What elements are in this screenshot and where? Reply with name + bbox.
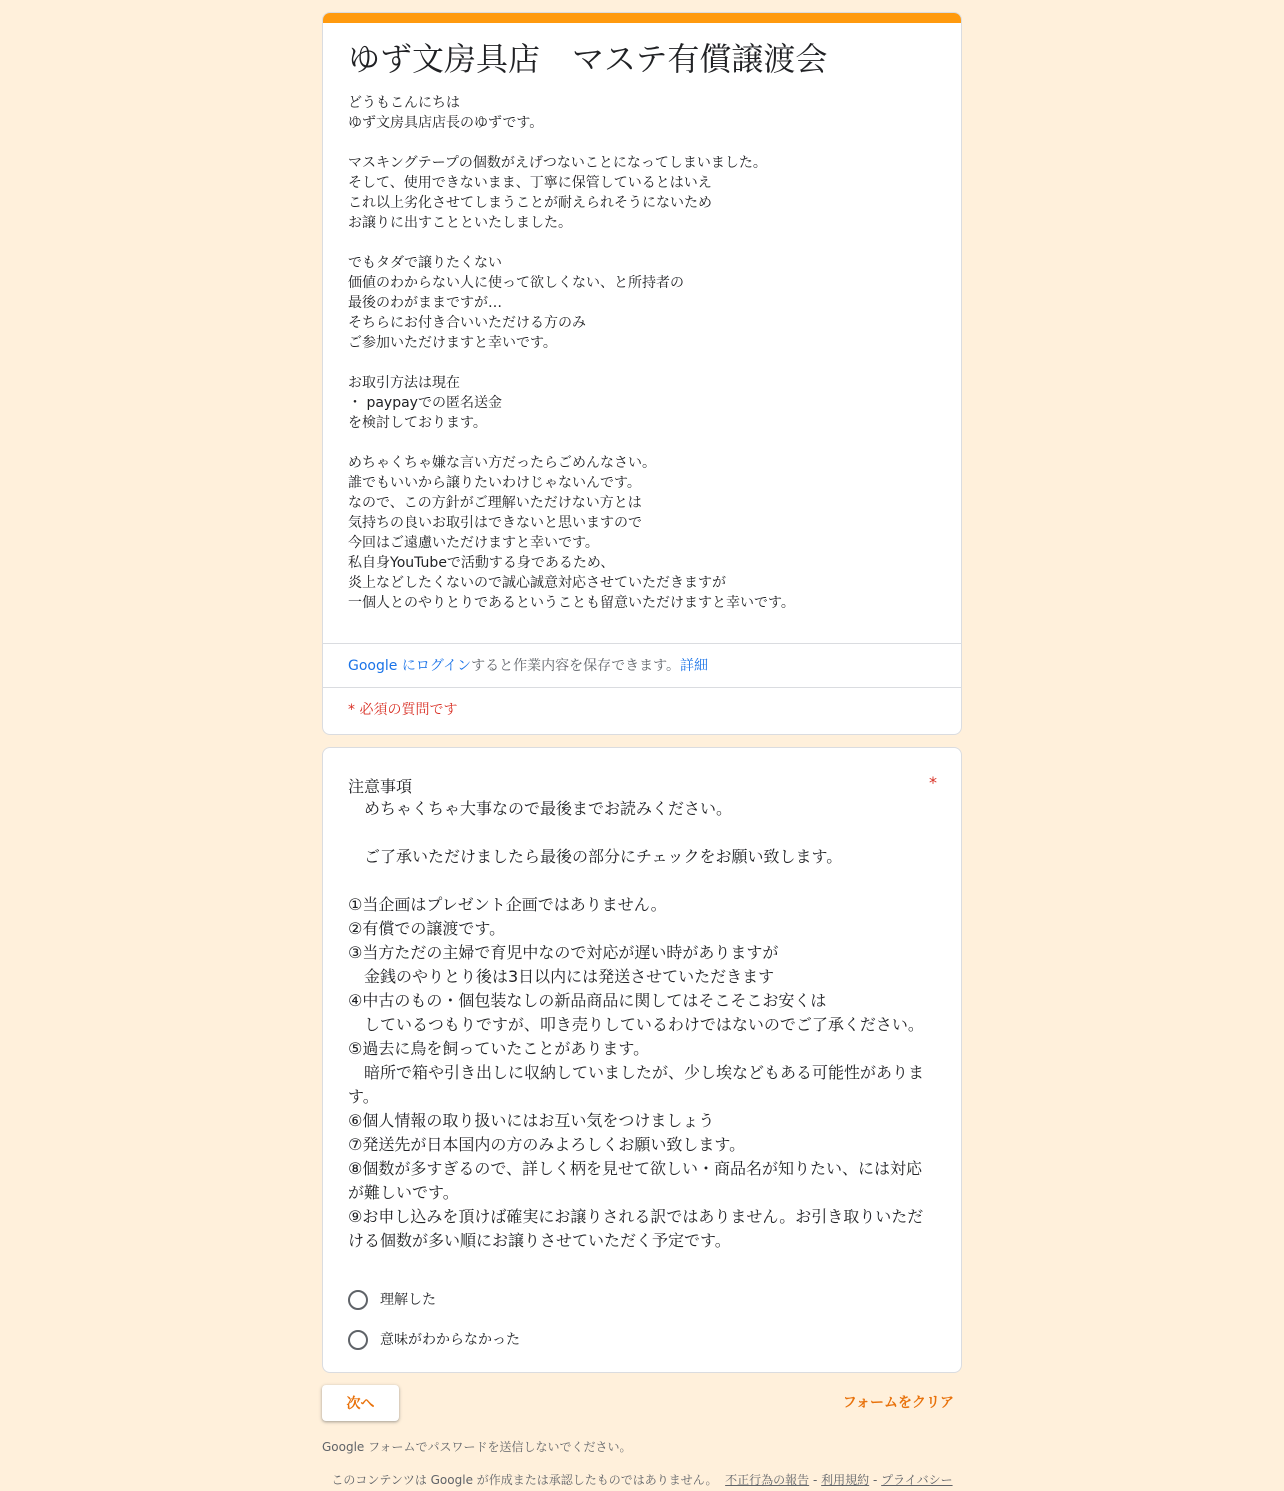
- description-line: お譲りに出すことといたしました。: [348, 215, 572, 231]
- description-line: めちゃくちゃ嫌な言い方だったらごめんなさい。: [348, 455, 656, 471]
- description-line: でもタダで譲りたくない: [348, 255, 502, 271]
- google-login-link[interactable]: Google にログイン: [348, 658, 472, 674]
- question-line: 暗所で箱や引き出しに収納していましたが、少し埃などもある可能性があります。: [348, 1063, 925, 1106]
- question-line: しているつもりですが、叩き売りしているわけではないのでご了承ください。: [348, 1015, 924, 1034]
- question-line: [348, 869, 928, 893]
- privacy-link[interactable]: プライバシー: [881, 1473, 953, 1487]
- description-line: [348, 133, 795, 153]
- question-card: [322, 747, 962, 1373]
- description-line: そして、使用できないまま、丁寧に保管しているとはいえ: [348, 175, 712, 191]
- form-description: [348, 93, 795, 613]
- radio-button[interactable]: [348, 1330, 368, 1350]
- description-line: ゆず文房具店店長のゆずです。: [348, 115, 544, 131]
- option-not-understood[interactable]: [348, 1330, 520, 1350]
- terms-link[interactable]: 利用規約: [821, 1473, 870, 1487]
- login-notice: [348, 656, 708, 676]
- question-line: めちゃくちゃ大事なので最後までお読みください。: [348, 799, 733, 818]
- description-line: 価値のわからない人に使って欲しくない、と所持者の: [348, 275, 684, 291]
- clear-form-button[interactable]: フォームをクリア: [842, 1395, 954, 1411]
- option-understood[interactable]: [348, 1290, 436, 1310]
- question-line: ①当企画はプレゼント企画ではありません。: [348, 895, 667, 914]
- footer-disclaimer: このコンテンツは Google が作成または承認したものではありません。: [331, 1473, 718, 1487]
- question-line: ⑧個数が多すぎるので、詳しく柄を見せて欲しい・商品名が知りたい、には対応が難しいです。: [348, 1159, 923, 1202]
- question-line: ⑤過去に鳥を飼っていたことがあります。: [348, 1039, 650, 1058]
- required-note: * 必須の質問です: [348, 702, 458, 718]
- next-button[interactable]: 次へ: [322, 1385, 399, 1421]
- description-line: 私自身YouTubeで活動する身であるため、: [348, 555, 615, 571]
- description-line: ご参加いただけますと幸いです。: [348, 335, 557, 351]
- description-line: を検討しております。: [348, 415, 487, 431]
- question-description: [348, 797, 928, 1253]
- divider: [323, 687, 961, 688]
- option-label: 理解した: [380, 1292, 436, 1308]
- radio-button[interactable]: [348, 1290, 368, 1310]
- divider: [323, 643, 961, 644]
- question-line: ⑦発送先が日本国内の方のみよろしくお願い致します。: [348, 1135, 746, 1154]
- footer: [322, 1472, 962, 1488]
- description-line: お取引方法は現在: [348, 375, 460, 391]
- login-notice-text: すると作業内容を保存できます。: [471, 658, 681, 674]
- password-warning: Google フォームでパスワードを送信しないでください。: [322, 1440, 632, 1454]
- description-line: 今回はご遠慮いただけますと幸いです。: [348, 535, 599, 551]
- report-abuse-link[interactable]: 不正行為の報告: [725, 1473, 810, 1487]
- description-line: 最後のわがままですが…: [348, 295, 502, 311]
- question-title: 注意事項: [348, 777, 413, 796]
- question-line: ③当方ただの主婦で育児中なので対応が遅い時がありますが: [348, 943, 779, 962]
- question-line: ②有償での譲渡です。: [348, 919, 506, 938]
- question-line: ⑥個人情報の取り扱いにはお互い気をつけましょう: [348, 1111, 715, 1130]
- description-line: マスキングテープの個数がえげつないことになってしまいました。: [348, 155, 767, 171]
- description-line: なので、この方針がご理解いただけない方とは: [348, 495, 642, 511]
- question-line: ④中古のもの・個包装なしの新品商品に関してはそこそこお安くは: [348, 991, 827, 1010]
- description-line: どうもこんにちは: [348, 95, 460, 111]
- description-line: [348, 433, 795, 453]
- description-line: 誰でもいいから譲りたいわけじゃないんです。: [348, 475, 641, 491]
- form-title: ゆず文房具店 マステ有償譲渡会: [348, 40, 828, 78]
- question-line: 金銭のやりとり後は3日以内には発送させていただきます: [348, 967, 775, 986]
- description-line: そちらにお付き合いいただける方のみ: [348, 315, 586, 331]
- description-line: 一個人とのやりとりであるということも留意いただけますと幸いです。: [348, 595, 795, 611]
- form-container: [322, 12, 962, 1487]
- description-line: これ以上劣化させてしまうことが耐えられそうにないため: [348, 195, 712, 211]
- description-line: [348, 353, 795, 373]
- question-line: ⑨お申し込みを頂けば確実にお譲りされる訳ではありません。お引き取りいただける個数が多い順にお譲りさせていただく予定です。: [348, 1207, 924, 1250]
- option-label: 意味がわからなかった: [380, 1332, 520, 1348]
- question-line: [348, 821, 928, 845]
- required-star: *: [929, 773, 937, 792]
- description-line: 気持ちの良いお取引はできないと思いますので: [348, 515, 642, 531]
- details-link[interactable]: 詳細: [680, 658, 709, 674]
- form-header-card: [322, 12, 962, 735]
- question-line: ご了承いただけましたら最後の部分にチェックをお願い致します。: [348, 847, 843, 866]
- accent-bar: [323, 13, 961, 23]
- footer-separator: -: [812, 1473, 818, 1487]
- description-line: ・ paypayでの匿名送金: [348, 395, 502, 411]
- description-line: [348, 233, 795, 253]
- description-line: 炎上などしたくないので誠心誠意対応させていただきますが: [348, 575, 726, 591]
- footer-separator: -: [873, 1473, 878, 1487]
